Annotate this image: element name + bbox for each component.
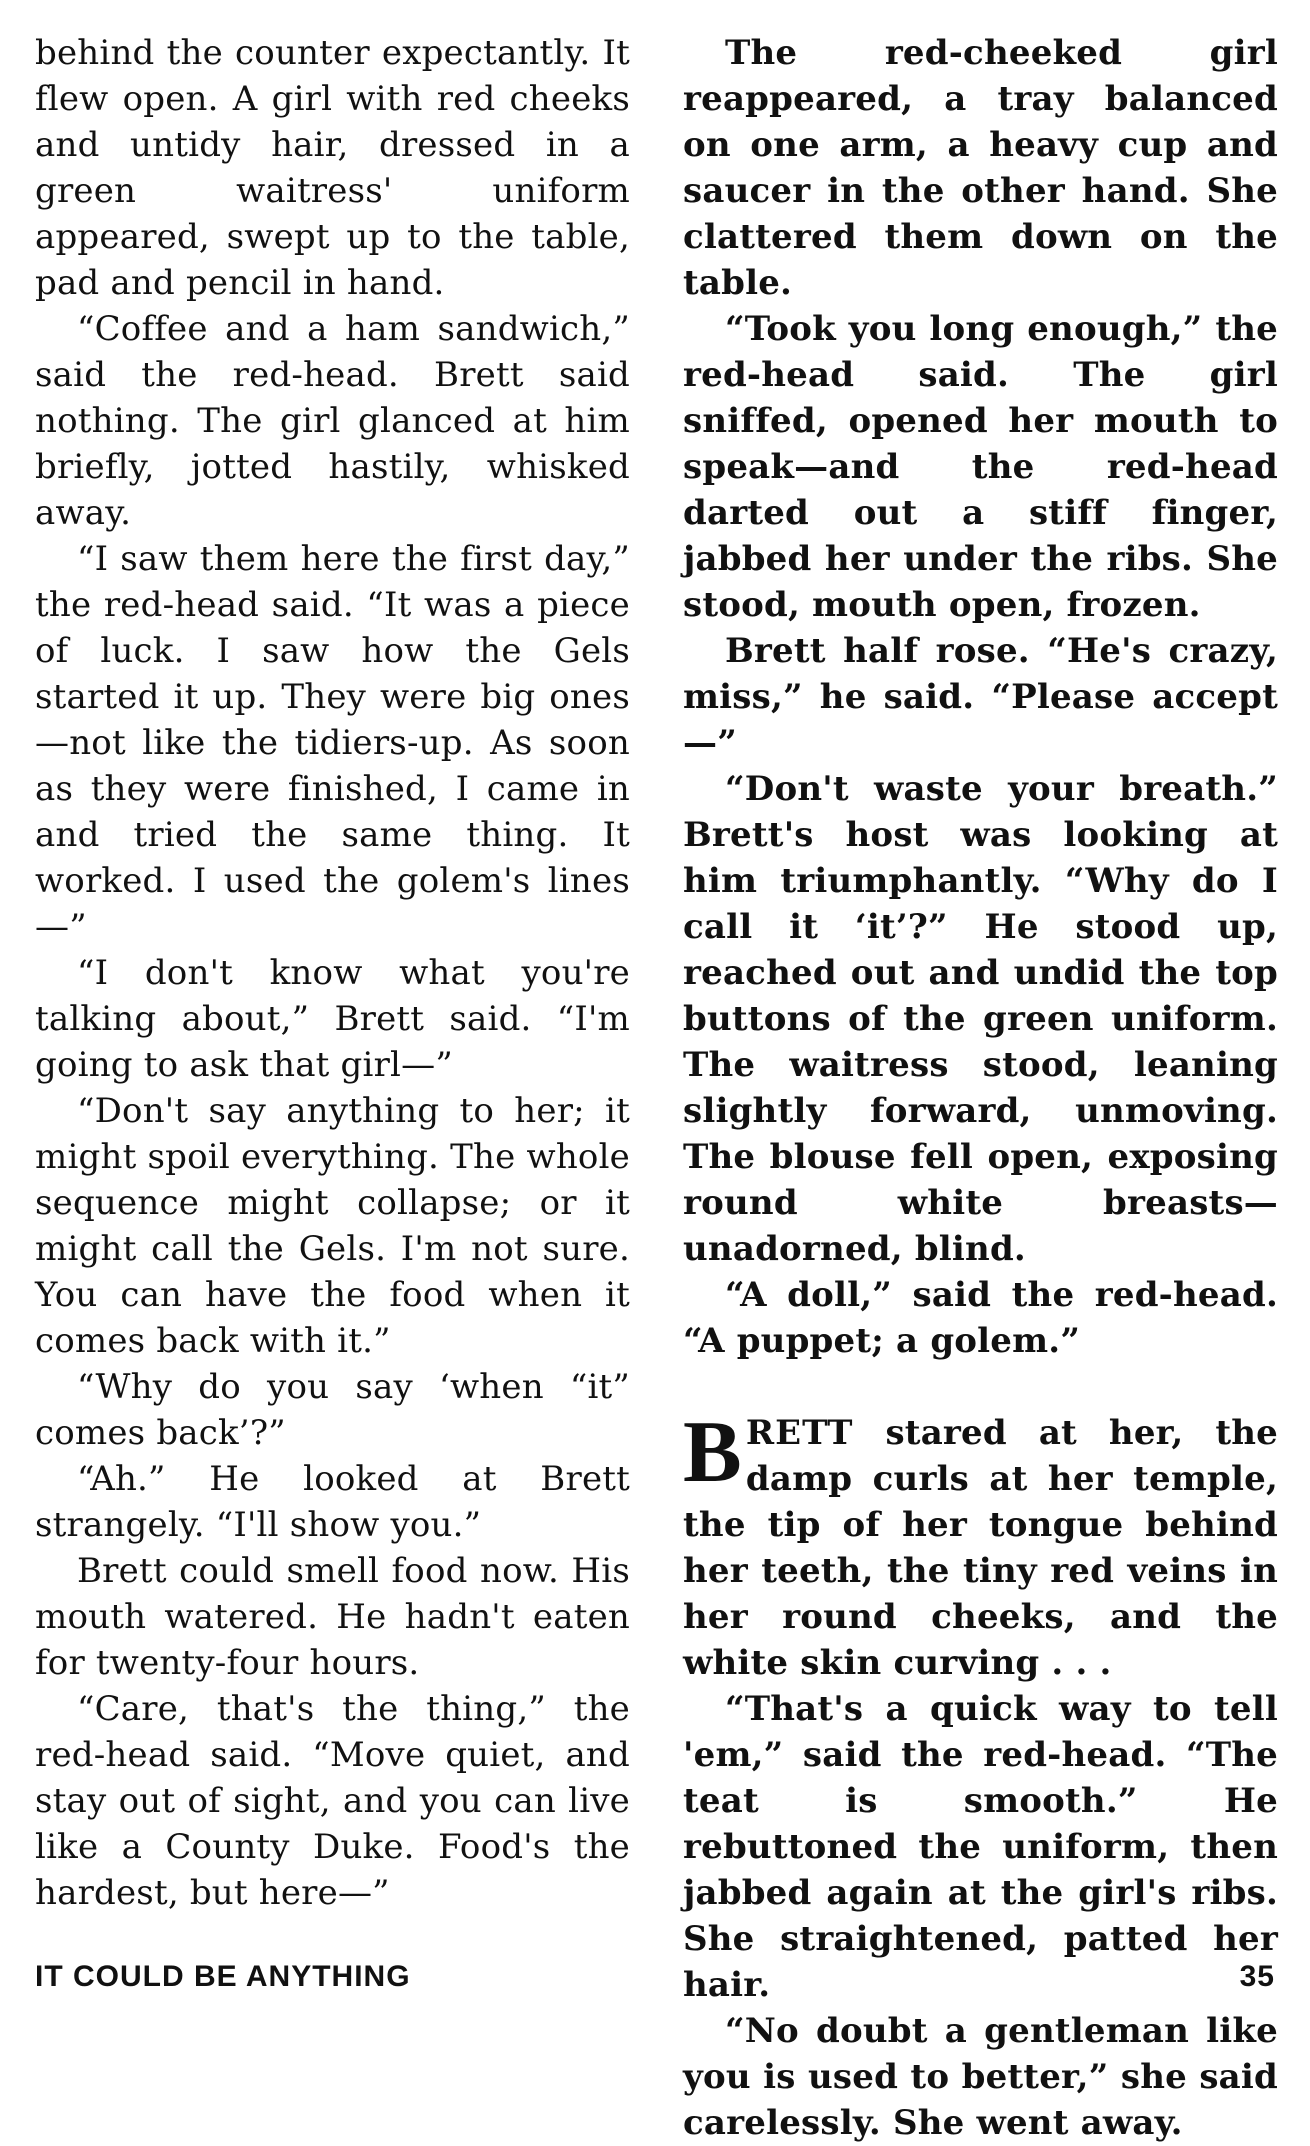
- drop-cap-letter: B: [683, 1404, 742, 1501]
- right-text-column: [683, 30, 1278, 2146]
- paragraph-text: stared at her, the damp curls at her temple, the tip of her tongue behind her teeth, the tiny red veins in her round cheeks, and the white skin curving . . .: [683, 1413, 1278, 1683]
- paragraph: “I saw them here the first day,” the red-head said. “It was a piece of luck. I saw how the Gels started it up. They were big ones—not like the tidiers-up. As soon as they were finished, I came in and tried the same thing. It worked. I used the golem's lines—”: [35, 539, 630, 947]
- paragraph: “Took you long enough,” the red-head said. The girl sniffed, opened her mouth to speak—and the red-head darted out a stiff finger, jabbed her under the ribs. She stood, mouth open, frozen.: [683, 309, 1278, 625]
- paragraph: “Care, that's the thing,” the red-head said. “Move quiet, and stay out of sight, and you can live like a County Duke. Food's the hardest, but here—”: [35, 1689, 630, 1913]
- paragraph: Brett could smell food now. His mouth watered. He hadn't eaten for twenty-four hours.: [35, 1551, 630, 1683]
- small-caps-lead: RETT: [745, 1413, 854, 1453]
- paragraph: Brett half rose. “He's crazy, miss,” he said. “Please accept—”: [683, 631, 1278, 763]
- paragraph: “That's a quick way to tell 'em,” said the red-head. “The teat is smooth.” He rebuttoned the uniform, then jabbed again at the girl's ribs. She straightened, patted her hair.: [683, 1689, 1278, 2005]
- paragraph: “I don't know what you're talking about,” Brett said. “I'm going to ask that girl—”: [35, 953, 630, 1085]
- paragraph: “Don't say anything to her; it might spoil everything. The whole sequence might collapse; or it might call the Gels. I'm not sure. You can have the food when it comes back with it.”: [35, 1091, 630, 1361]
- paragraph: “Why do you say ‘when “it” comes back’?”: [35, 1367, 630, 1453]
- paragraph: “Ah.” He looked at Brett strangely. “I'll show you.”: [35, 1459, 630, 1545]
- paragraph: The red-cheeked girl reappeared, a tray balanced on one arm, a heavy cup and saucer in the other hand. She clattered them down on the table.: [683, 33, 1278, 303]
- page-footer: [35, 1960, 1275, 2000]
- paragraph: “A doll,” said the red-head. “A puppet; a golem.”: [683, 1275, 1278, 1361]
- paragraph: “Don't waste your breath.” Brett's host was looking at him triumphantly. “Why do I call it ‘it’?” He stood up, reached out and undid the top buttons of the green uniform. The waitress stood, leaning slightly forward, unmoving. The blouse fell open, exposing round white breasts—unadorned, blind.: [683, 769, 1278, 1269]
- section-break: [683, 1364, 1278, 1410]
- paragraph: “No doubt a gentleman like you is used to better,” she said carelessly. She went away.: [683, 2011, 1278, 2143]
- section-opening-paragraph: [683, 1404, 1278, 1686]
- paragraph: behind the counter expectantly. It flew open. A girl with red cheeks and untidy hair, dressed in a green waitress' uniform appeared, swept up to the table, pad and pencil in hand.: [35, 33, 630, 303]
- left-text-column: [35, 30, 630, 1916]
- paragraph: “Coffee and a ham sandwich,” said the red-head. Brett said nothing. The girl glanced at him briefly, jotted hastily, whisked away.: [35, 309, 630, 533]
- page-number: 35: [1239, 1960, 1275, 1993]
- running-title: IT COULD BE ANYTHING: [35, 1960, 411, 1993]
